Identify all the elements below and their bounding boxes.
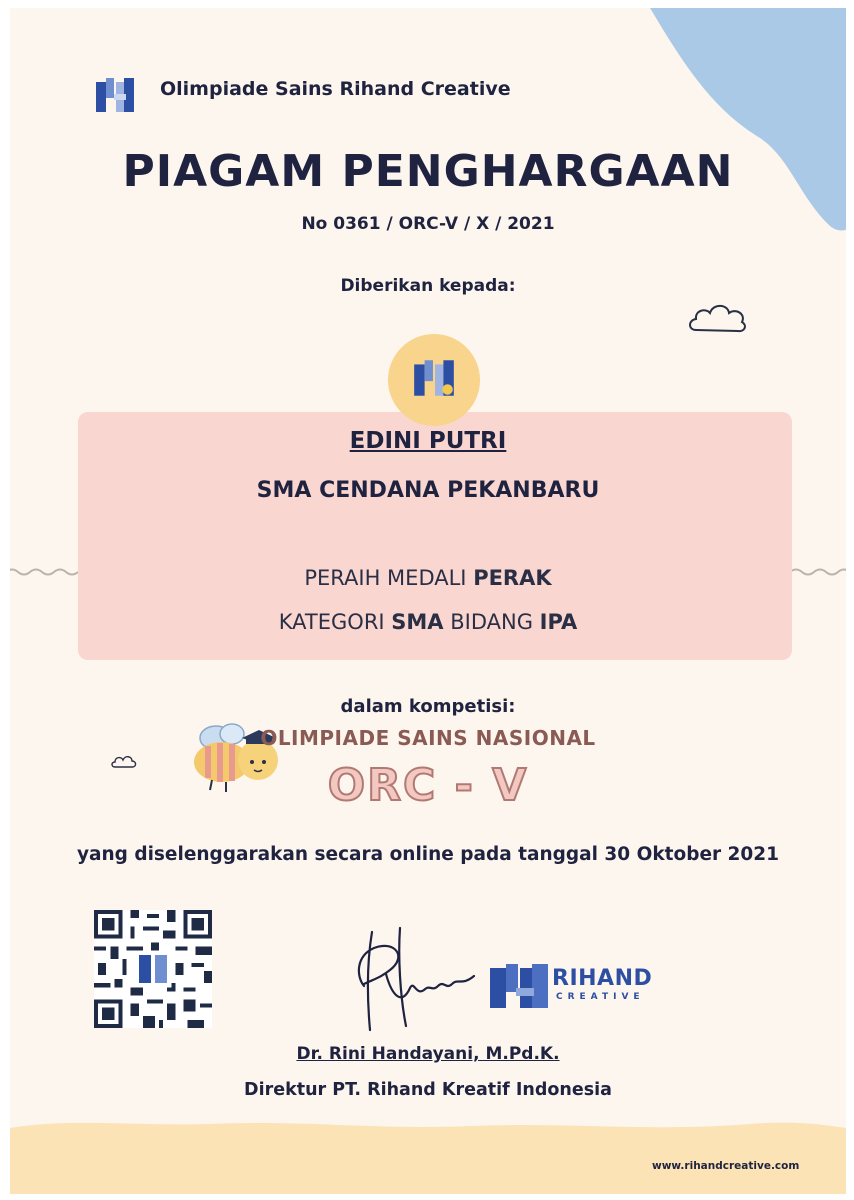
rihand-logo-icon — [410, 354, 458, 402]
certificate-sheet — [10, 8, 846, 1194]
sand-decoration — [10, 1108, 846, 1194]
category-value: SMA — [391, 610, 444, 634]
field-prefix: BIDANG — [443, 610, 540, 634]
competition-name: OLIMPIADE SAINS NASIONAL — [260, 726, 596, 750]
category-prefix: KATEGORI — [278, 610, 392, 634]
recipient-school: SMA CENDANA PEKANBARU — [256, 478, 600, 503]
blue-blob-decoration — [640, 8, 846, 238]
held-date-text: yang diselenggarakan secara online pada tanggal 30 Oktober 2021 — [76, 844, 780, 865]
rihand-logo-icon — [486, 960, 554, 1012]
competition-code: ORC - V — [327, 760, 529, 811]
medal-line — [10, 566, 846, 590]
brand-name: RIHAND — [552, 966, 653, 991]
medal-value: PERAK — [473, 566, 552, 590]
field-value: IPA — [539, 610, 578, 634]
cloud-icon — [686, 298, 750, 338]
rihand-logo-icon — [92, 72, 138, 118]
organizer-name: Olimpiade Sains Rihand Creative — [160, 78, 511, 100]
given-to-label: Diberikan kepada: — [340, 276, 516, 296]
signer-title: Direktur PT. Rihand Kreatif Indonesia — [244, 1080, 612, 1100]
certificate-title: PIAGAM PENGHARGAAN — [122, 146, 734, 197]
certificate-number: No 0361 / ORC-V / X / 2021 — [301, 214, 555, 234]
brand-subtitle: CREATIVE — [556, 992, 645, 1002]
website-link[interactable]: www.rihandcreative.com — [652, 1160, 800, 1172]
competition-label: dalam kompetisi: — [340, 696, 516, 717]
category-line — [10, 610, 846, 634]
medal-prefix: PERAIH MEDALI — [304, 566, 474, 590]
signature — [350, 926, 500, 1036]
recipient-name: EDINI PUTRI — [349, 428, 507, 454]
qr-code — [94, 910, 212, 1028]
signer-name: Dr. Rini Handayani, M.Pd.K. — [296, 1044, 560, 1064]
